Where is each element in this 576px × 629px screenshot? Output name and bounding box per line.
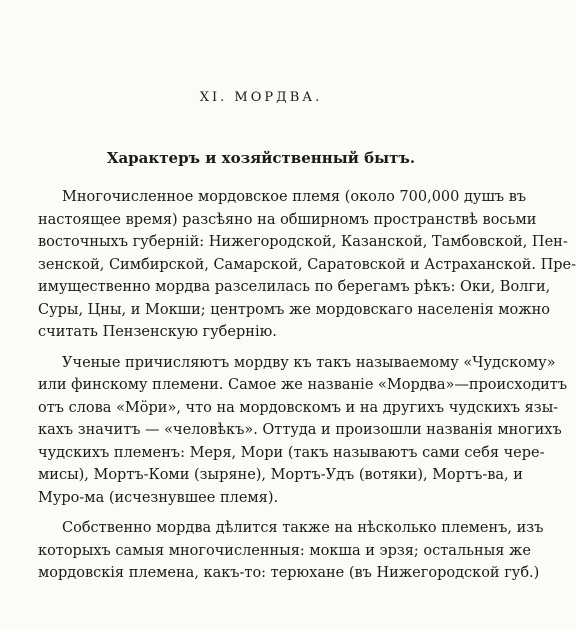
text-line: или финскому племени. Самое же названіе «Мордва»—происходитъ [38,377,568,393]
text-line: Многочисленное мордовское племя (около 700,000 душъ въ [62,189,527,205]
text-line: имущественно мордва разселилась по берегамъ рѣкъ: Оки, Волги, [38,279,551,295]
text-line: Собственно мордва дѣлится также на нѣсколько племенъ, изъ [62,520,544,536]
paragraph [38,352,568,510]
text-line: кахъ значитъ — «человѣкъ». Оттуда и произошли названія многихъ [38,422,562,438]
text-line: зенской, Симбирской, Самарской, Саратовской и Астраханской. Пре- [38,256,576,273]
text-line: Ученые причисляютъ мордву къ такъ называемому «Чудскому» [62,354,556,371]
text-line: восточныхъ губерній: Нижегородской, Казанской, Тамбовской, Пен- [38,234,568,250]
body-text [38,186,576,585]
text-line: считать Пензенскую губернію. [38,324,277,340]
text-line: настоящее время) разсѣяно на обширномъ пространствѣ восьми [38,211,537,228]
text-line: которыхъ самыя многочисленныя: мокша и эрзя; остальныя же [38,542,531,559]
chapter-title: XI. МОРДВА. [199,90,323,105]
paragraph [38,517,544,585]
paragraph [38,186,576,344]
text-line: отъ слова «Мöри», что на мордовскомъ и на другихъ чудскихъ язы- [38,399,559,416]
text-line: мордовскія племена, какъ-то: терюхане (въ Нижегородской губ.) [38,565,540,581]
text-line: Муро-ма (исчезнувшее племя). [38,489,279,506]
text-line: чудскихъ племенъ: Меря, Мори (такъ называютъ сами себя чере- [38,444,545,461]
paragraph-gap [38,509,496,517]
section-title: Характеръ и хозяйственный бытъ. [106,149,416,167]
text-line: Суры, Цны, и Мокши; центромъ же мордовскаго населенія можно [38,301,551,318]
text-line: мисы), Мортъ-Коми (зыряне), Мортъ-Удъ (вотяки), Мортъ-ва, и [38,467,523,483]
paragraph-gap [38,344,496,352]
